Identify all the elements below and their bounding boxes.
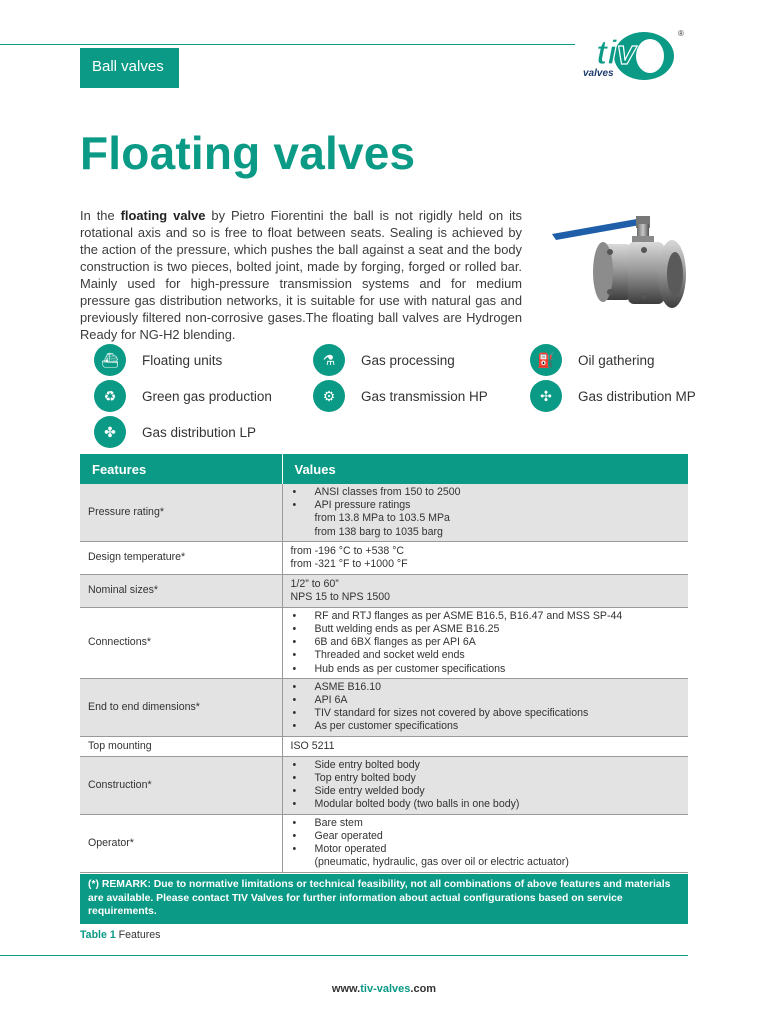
value-item: • ANSI classes from 150 to 2500 [291,486,681,499]
page-title: Floating valves [80,127,416,179]
value-cell [282,678,688,736]
value-item: • Bare stem [291,817,681,830]
floating-units-icon: ⛴ [94,344,126,376]
value-item: • Side entry bolted body [291,759,681,772]
footer-url-suffix: .com [410,983,437,995]
intro-paragraph [80,207,522,343]
caption-label: Table 1 [80,929,116,941]
footer-url-domain: tiv-valves [360,983,411,995]
value-item: • Side entry welded body [291,785,681,798]
table-caption [80,929,160,941]
feature-cell: Design temperature* [80,541,282,574]
feature-cell: Pressure rating* [80,484,282,541]
footer-website [0,983,768,995]
feature-cell: Connections* [80,607,282,678]
value-item: • As per customer specifications [291,720,681,733]
application-label: Oil gathering [578,352,655,368]
tiv-valves-logo [578,26,688,84]
table-row [80,756,688,814]
feature-cell: End to end dimensions* [80,678,282,736]
table-row [80,541,688,574]
value-cell: ISO 5211 [282,736,688,756]
application-gas-transmission [313,380,488,412]
logo-brand: tiv [596,34,636,72]
intro-text-1: In the [80,208,121,223]
features-table [80,454,688,873]
value-item: • API 6A [291,694,681,707]
caption-text: Features [115,929,161,941]
value-item: • Threaded and socket weld ends [291,649,681,662]
value-item: • API pressure ratings [291,499,681,512]
feature-cell: Top mounting [80,736,282,756]
section-tag: Ball valves [80,48,179,88]
application-green-gas [94,380,272,412]
table-row [80,814,688,872]
value-item: • Butt welding ends as per ASME B16.25 [291,623,681,636]
value-item: NPS 15 to NPS 1500 [290,590,391,603]
value-item: • Motor operated [291,843,681,856]
footer-rule [0,955,688,956]
application-label: Gas transmission HP [361,388,488,404]
value-item: • Hub ends as per customer specifications [291,663,681,676]
applications-list [94,344,714,444]
gas-processing-icon: ⚗ [313,344,345,376]
feature-cell: Operator* [80,814,282,872]
table-row [80,484,688,541]
table-row [80,607,688,678]
application-floating-units [94,344,222,376]
value-item: from 138 barg to 1035 barg [314,525,443,538]
application-label: Green gas production [142,388,272,404]
header-values: Values [282,454,688,484]
green-gas-icon: ♻ [94,380,126,412]
value-item: from -196 °C to +538 °C [290,544,405,557]
gas-transmission-icon: ⚙ [313,380,345,412]
value-item: • Modular bolted body (two balls in one body) [291,798,681,811]
value-item: from 13.8 MPa to 103.5 MPa [314,512,450,525]
table-row [80,678,688,736]
value-item: • ASME B16.10 [291,681,681,694]
application-gas-distribution-lp [94,416,256,448]
oil-gathering-icon: ⛽ [530,344,562,376]
header-rule [0,44,575,45]
value-cell [282,756,688,814]
value-cell [282,541,688,574]
value-item: • Gear operated [291,830,681,843]
value-cell [282,484,688,541]
value-item: • Top entry bolted body [291,772,681,785]
logo-registered: ® [678,29,684,38]
application-label: Gas distribution MP [578,388,696,404]
intro-bold-term: floating valve [120,208,206,223]
gas-distribution-mp-icon: ✣ [530,380,562,412]
footer-url-prefix: www. [331,983,361,995]
value-cell [282,607,688,678]
header-features: Features [80,454,282,484]
logo-sub: valves [583,68,614,79]
value-cell [282,814,688,872]
value-item: 1/2” to 60” [290,577,339,590]
application-gas-processing [313,344,455,376]
table-row [80,574,688,607]
application-gas-distribution-mp [530,380,696,412]
value-item: (pneumatic, hydraulic, gas over oil or electric actuator) [314,856,569,869]
application-label: Gas distribution LP [142,424,257,440]
table-remark: (*) REMARK: Due to normative limitations or technical feasibility, not all combinations of above features and materials are available. Please contact TIV Valves for further information about actual configurations based on service requirements. [80,874,688,924]
feature-cell: Construction* [80,756,282,814]
value-item: • TIV standard for sizes not covered by above specifications [291,707,681,720]
application-label: Gas processing [361,352,455,368]
intro-text-2: by Pietro Fiorentini the ball is not rigidly held on its rotational axis and so is free to float between seats. Sealing is achieved by the action of the pressure, which pushes the ball against a seat and the body construction is two pieces, bolted joint, made by forging, forged or rolled bar. Mainly used for high-pressure transmission systems and for medium pressure gas distribution networks, it is suitable for use with natural gas and previously filtered non-corrosive gases.The floating ball valves are Hydrogen Ready for NG-H2 blending. [80,208,522,342]
application-oil-gathering [530,344,655,376]
value-item: • 6B and 6BX flanges as per API 6A [291,636,681,649]
application-label: Floating units [142,352,223,368]
value-item: • RF and RTJ flanges as per ASME B16.5, B16.47 and MSS SP-44 [291,610,681,623]
value-item: from -321 °F to +1000 °F [290,557,408,570]
floating-valve-image [548,200,696,320]
table-row [80,736,688,756]
value-cell [282,574,688,607]
feature-cell: Nominal sizes* [80,574,282,607]
gas-distribution-lp-icon: ✤ [94,416,126,448]
